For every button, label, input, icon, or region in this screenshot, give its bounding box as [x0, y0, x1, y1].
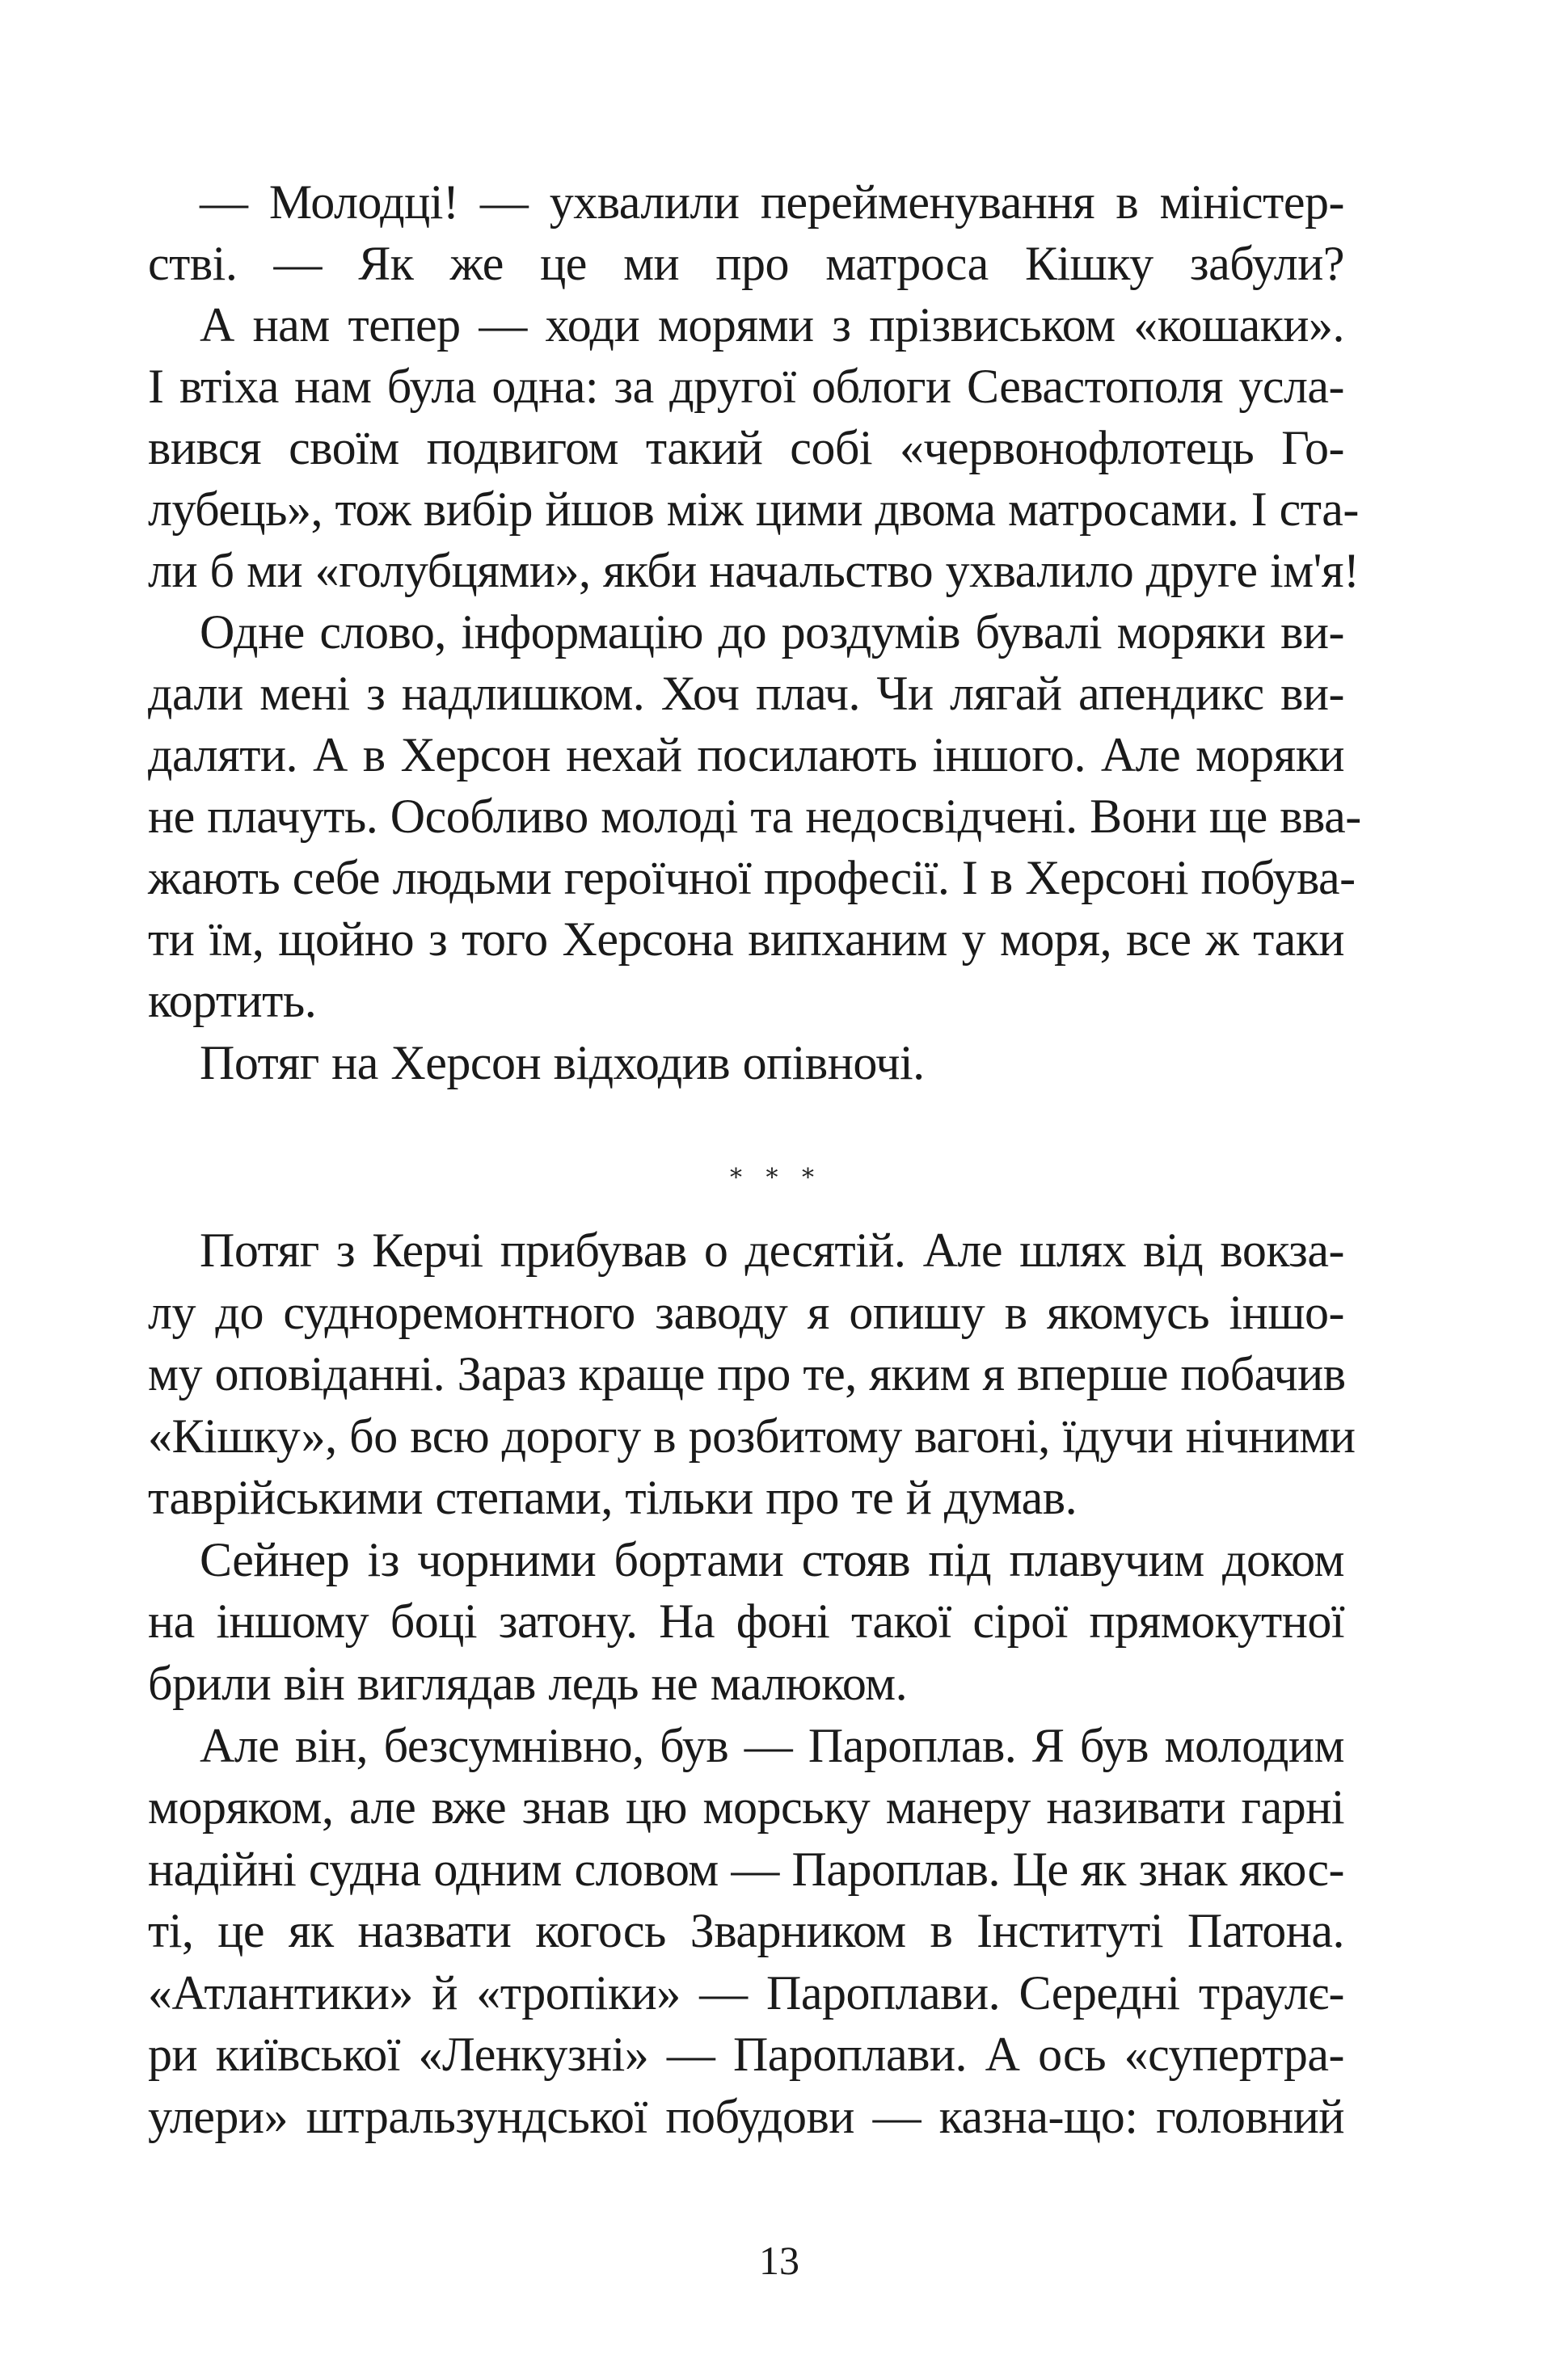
- text-line: лу до судноремонтного заводу я опишу в якомусь іншо-: [148, 1286, 1344, 1339]
- section-divider: * * *: [729, 1164, 823, 1192]
- text-line: кортить.: [148, 974, 317, 1027]
- text-line: Сейнер із чорними бортами стояв під плавучим доком: [200, 1533, 1344, 1586]
- text-line: на іншому боці затону. На фоні такої сірої прямокутної: [148, 1594, 1344, 1648]
- text-line: ті, це як назвати когось Зварником в Інституті Патона.: [148, 1904, 1344, 1957]
- text-line: Одне слово, інформацію до роздумів бувалі моряки ви-: [200, 605, 1344, 659]
- text-line: А нам тепер — ходи морями з прізвиськом «кошаки».: [200, 298, 1344, 352]
- text-line: улери» штральзундської побудови — казна-що: головний: [148, 2090, 1344, 2143]
- text-line: Потяг з Керчі прибував о десятій. Але шлях від вокза-: [200, 1224, 1344, 1277]
- text-line: моряком, але вже знав цю морську манеру називати гарні: [148, 1780, 1344, 1834]
- text-line: лубець», тож вибір йшов між цими двома матросами. І ста-: [148, 482, 1359, 536]
- text-line: брили він виглядав ледь не малюком.: [148, 1657, 908, 1710]
- text-line: му оповіданні. Зараз краще про те, яким я вперше побачив: [148, 1347, 1346, 1401]
- text-line: вився своїм подвигом такий собі «червонофлотець Го-: [148, 421, 1344, 474]
- text-line: «Кішку», бо всю дорогу в розбитому вагоні, їдучи нічними: [148, 1409, 1356, 1463]
- page-number: 13: [759, 2238, 799, 2283]
- text-line: Потяг на Херсон відходив опівночі.: [200, 1036, 925, 1089]
- text-line: таврійськими степами, тільки про те й думав.: [148, 1471, 1078, 1524]
- text-line: І втіха нам була одна: за другої облоги Севастополя усла-: [148, 360, 1344, 413]
- text-line: жають себе людьми героїчної професії. І в Херсоні побува-: [148, 851, 1356, 904]
- text-line: ли б ми «голубцями», якби начальство ухвалило друге ім'я!: [148, 544, 1360, 597]
- text-line: Але він, безсумнівно, був — Пароплав. Я був молодим: [200, 1719, 1344, 1772]
- text-line: ти їм, щойно з того Херсона випханим у моря, все ж таки: [148, 912, 1344, 966]
- text-line: — Молодці! — ухвалили перейменування в міністер-: [200, 175, 1344, 229]
- text-line: дали мені з надлишком. Хоч плач. Чи лягай апендикс ви-: [148, 667, 1344, 720]
- text-line: «Атлантики» й «тропіки» — Пароплави. Середні траулє-: [148, 1966, 1344, 2020]
- text-line: даляти. А в Херсон нехай посилають іншого. Але моряки: [148, 728, 1344, 781]
- text-line: стві. — Як же це ми про матроса Кішку забули?: [148, 237, 1344, 290]
- text-line: не плачуть. Особливо молоді та недосвідчені. Вони ще вва-: [148, 790, 1361, 843]
- text-line: надійні судна одним словом — Пароплав. Це як знак якос-: [148, 1843, 1344, 1896]
- text-line: ри київської «Ленкузні» — Пароплави. А ось «супертра-: [148, 2028, 1344, 2081]
